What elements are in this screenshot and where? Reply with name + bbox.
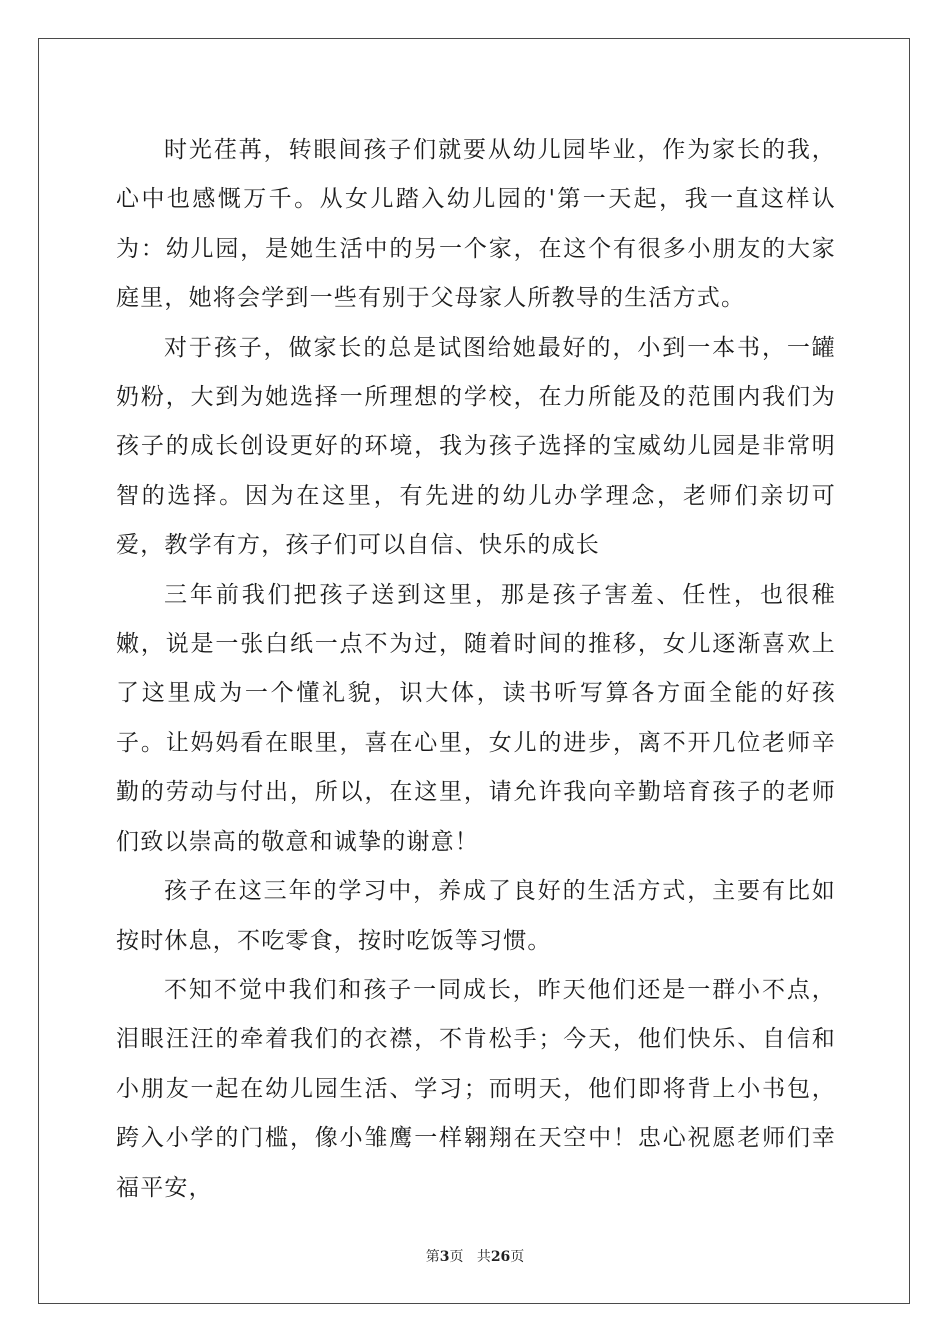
total-suffix: 页 [510, 1249, 525, 1265]
paragraph-2: 对于孩子，做家长的总是试图给她最好的，小到一本书，一罐奶粉，大到为她选择一所理想的学校，在力所能及的范围内我们为孩子的成长创设更好的环境，我为孩子选择的宝威幼儿园是非常明智的选择。因为在这里，有先进的幼儿办学理念，老师们亲切可爱，教学有方，孩子们可以自信、快乐的成长 [116, 334, 836, 559]
page-prefix: 第 [425, 1249, 440, 1265]
total-pages: 26 [490, 1249, 511, 1265]
page-footer [0, 1246, 950, 1266]
page-number: 3 [439, 1249, 450, 1265]
document-body [116, 126, 836, 1213]
page-suffix: 页 [449, 1249, 464, 1265]
total-prefix: 共 [476, 1249, 491, 1265]
paragraph-5: 不知不觉中我们和孩子一同成长，昨天他们还是一群小不点，泪眼汪汪的牵着我们的衣襟，不肯松手；今天，他们快乐、自信和小朋友一起在幼儿园生活、学习；而明天，他们即将背上小书包，跨入小学的门槛，像小雏鹰一样翱翔在天空中！忠心祝愿老师们幸福平安， [116, 976, 836, 1201]
paragraph-1: 时光荏苒，转眼间孩子们就要从幼儿园毕业，作为家长的我，心中也感慨万千。从女儿踏入幼儿园的'第一天起，我一直这样认为：幼儿园，是她生活中的另一个家，在这个有很多小朋友的大家庭里，她将会学到一些有别于父母家人所教导的生活方式。 [116, 137, 836, 312]
paragraph-3: 三年前我们把孩子送到这里，那是孩子害羞、任性，也很稚嫩，说是一张白纸一点不为过，随着时间的推移，女儿逐渐喜欢上了这里成为一个懂礼貌，识大体，读书听写算各方面全能的好孩子。让妈妈看在眼里，喜在心里，女儿的进步，离不开几位老师辛勤的劳动与付出，所以，在这里，请允许我向辛勤培育孩子的老师们致以崇高的敬意和诚挚的谢意！ [116, 581, 836, 855]
paragraph-4: 孩子在这三年的学习中，养成了良好的生活方式，主要有比如按时休息，不吃零食，按时吃饭等习惯。 [116, 878, 836, 954]
